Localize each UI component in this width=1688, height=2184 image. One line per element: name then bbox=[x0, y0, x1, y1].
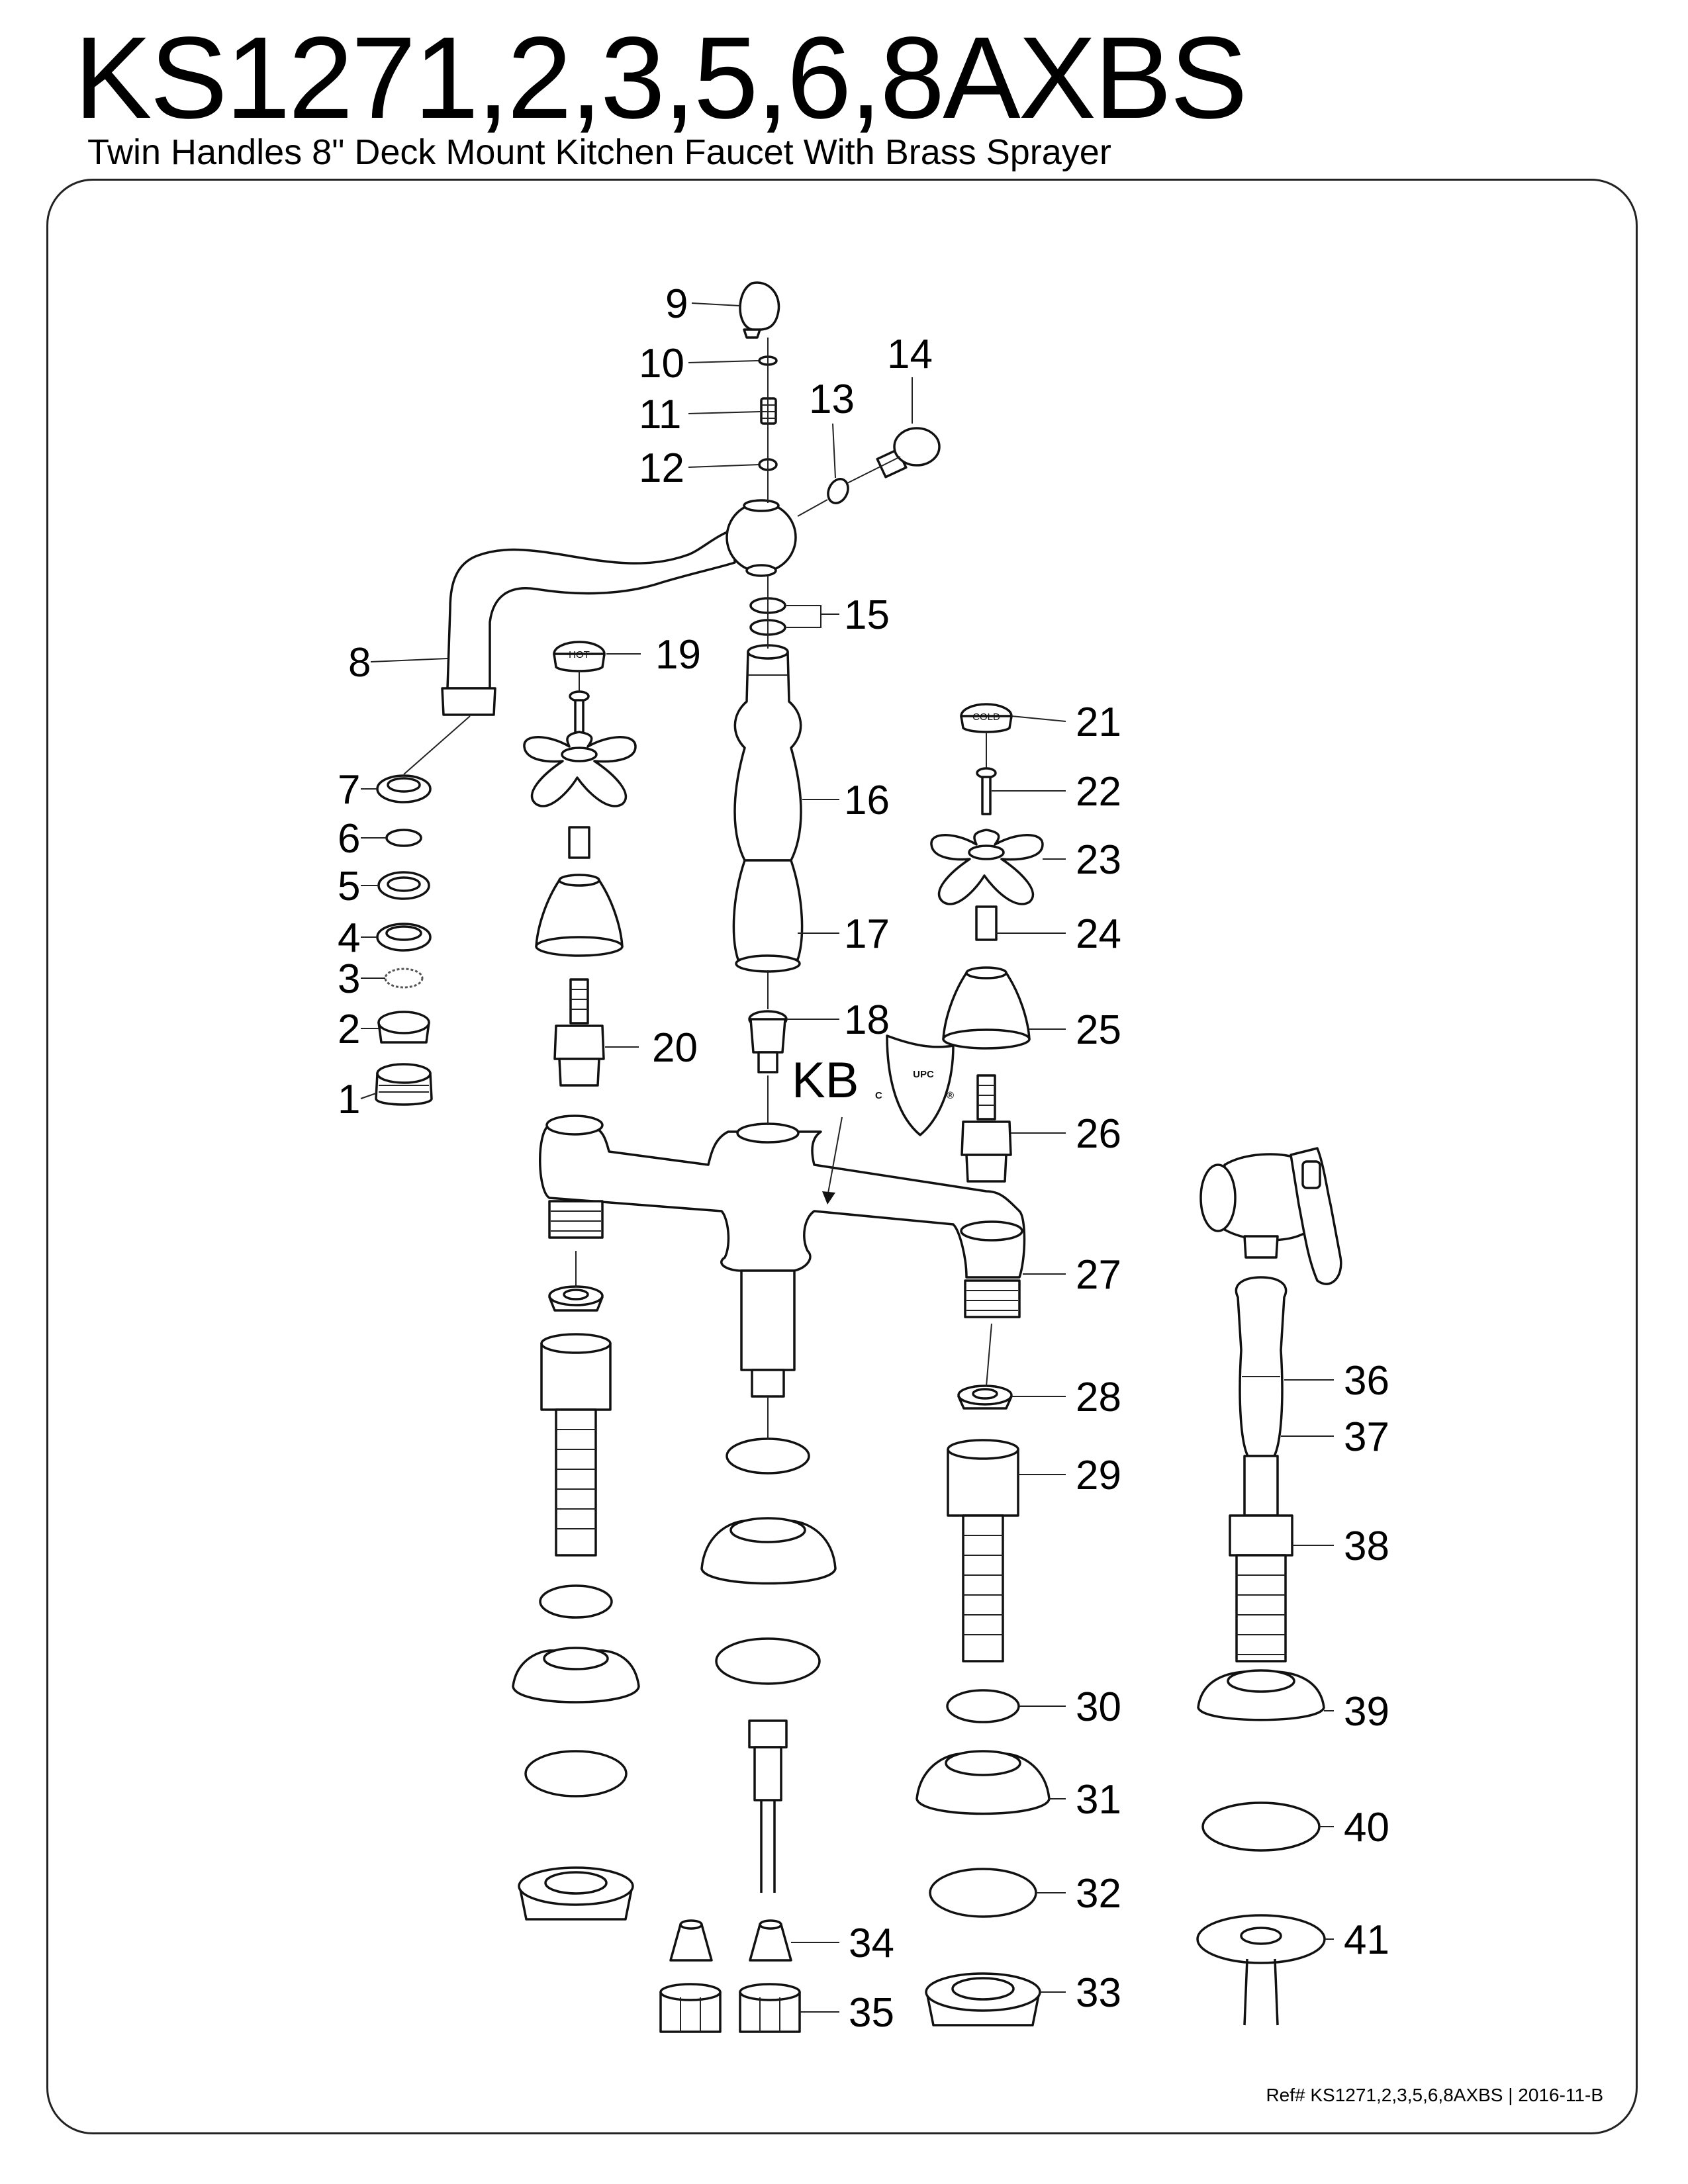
part-label-15: 15 bbox=[844, 592, 890, 638]
spout-riser-part-17 bbox=[733, 860, 802, 972]
part-label-10: 10 bbox=[639, 341, 684, 387]
compression-sleeve-left bbox=[671, 1921, 712, 1960]
escutcheon-center bbox=[702, 1518, 835, 1584]
part-label-35: 35 bbox=[849, 1990, 894, 2036]
compression-sleeve-part-34 bbox=[750, 1921, 791, 1960]
gasket-center bbox=[716, 1639, 820, 1684]
shank-coupling-hot bbox=[541, 1334, 610, 1555]
gooseneck-spout-part-8 bbox=[442, 500, 796, 715]
spout-finial-part-9 bbox=[740, 283, 779, 338]
hot-label: HOT bbox=[569, 649, 590, 660]
part-label-24: 24 bbox=[1076, 911, 1121, 957]
cert-r-text: ® bbox=[947, 1090, 955, 1101]
part-label-37: 37 bbox=[1344, 1414, 1389, 1460]
aerator-ring-part-4 bbox=[377, 924, 430, 950]
o-ring-center bbox=[727, 1439, 809, 1473]
cross-handle-cold-part-23 bbox=[931, 830, 1043, 904]
part-label-23: 23 bbox=[1076, 837, 1121, 883]
part-label-26: 26 bbox=[1076, 1111, 1121, 1157]
alignment-lines bbox=[404, 338, 992, 1439]
part-label-3: 3 bbox=[338, 956, 361, 1002]
bonnet-cap-hot bbox=[536, 875, 622, 956]
washer-part-6 bbox=[387, 830, 421, 846]
part-label-31: 31 bbox=[1076, 1777, 1121, 1823]
spout-riser-part-16 bbox=[735, 645, 801, 860]
part-label-5: 5 bbox=[338, 864, 361, 909]
handle-adapter-part-24 bbox=[976, 907, 996, 940]
aerator-screen-part-3 bbox=[385, 969, 422, 987]
aerator-cage-part-2 bbox=[379, 1012, 429, 1042]
part-label-4: 4 bbox=[338, 915, 361, 961]
part-label-36: 36 bbox=[1344, 1358, 1389, 1404]
mounting-nut-part-33 bbox=[926, 1974, 1040, 2025]
part-label-30: 30 bbox=[1076, 1684, 1121, 1730]
lock-washer-part-28 bbox=[959, 1386, 1011, 1408]
part-number-labels bbox=[338, 281, 1389, 2036]
part-label-18: 18 bbox=[844, 997, 890, 1043]
kb-logo-text: KB bbox=[792, 1052, 859, 1109]
part-label-38: 38 bbox=[1344, 1524, 1389, 1569]
valve-cartridge-hot-part-20 bbox=[555, 979, 604, 1085]
part-label-16: 16 bbox=[844, 778, 890, 823]
part-label-28: 28 bbox=[1076, 1375, 1121, 1420]
shank-coupling-part-29 bbox=[948, 1440, 1018, 1661]
part-label-21: 21 bbox=[1076, 700, 1121, 745]
part-label-7: 7 bbox=[338, 767, 361, 813]
part-label-6: 6 bbox=[338, 816, 361, 862]
faucet-body-part-27 bbox=[540, 1116, 1025, 1396]
sprayer-hose-part-38 bbox=[1230, 1456, 1292, 1661]
part-label-39: 39 bbox=[1344, 1689, 1389, 1735]
sprayer-gasket-part-40 bbox=[1203, 1803, 1319, 1850]
escutcheon-hot bbox=[513, 1648, 639, 1702]
upc-certification-mark bbox=[875, 1036, 954, 1135]
sprayer-handle-part-37 bbox=[1236, 1277, 1286, 1456]
cert-c-text: C bbox=[875, 1090, 882, 1101]
part-label-22: 22 bbox=[1076, 769, 1121, 815]
handle-screw-part-19b bbox=[570, 692, 588, 735]
part-label-2: 2 bbox=[338, 1007, 361, 1052]
sprayer-connector-part-14 bbox=[877, 428, 939, 477]
part-label-19: 19 bbox=[655, 632, 701, 678]
compression-nut-part-35 bbox=[740, 1984, 800, 2032]
part-label-17: 17 bbox=[844, 911, 890, 957]
part-label-40: 40 bbox=[1344, 1805, 1389, 1850]
sprayer-hose-tail bbox=[1244, 1959, 1278, 2025]
side-sprayer-head-part-36 bbox=[1201, 1148, 1341, 1284]
o-ring-part-13 bbox=[824, 476, 851, 506]
part-label-13: 13 bbox=[809, 377, 855, 422]
aerator-housing-part-1 bbox=[376, 1064, 432, 1105]
compression-nut-left bbox=[661, 1984, 720, 2032]
part-label-1: 1 bbox=[338, 1077, 361, 1122]
hot-index-button-part-19 bbox=[554, 642, 604, 671]
part-label-11: 11 bbox=[639, 392, 682, 437]
sprayer-nut-part-41 bbox=[1197, 1915, 1325, 1963]
part-label-29: 29 bbox=[1076, 1453, 1121, 1498]
aerator-ring-part-7 bbox=[377, 776, 430, 802]
cartridge-part-18 bbox=[749, 1011, 786, 1072]
cross-handle-hot bbox=[524, 732, 635, 806]
o-ring-hot bbox=[540, 1586, 612, 1617]
valve-cartridge-cold-part-26 bbox=[962, 1075, 1011, 1181]
supply-tube-center bbox=[749, 1721, 786, 1893]
part-label-41: 41 bbox=[1344, 1917, 1389, 1963]
escutcheon-part-31 bbox=[917, 1751, 1049, 1814]
aerator-insert-part-5 bbox=[379, 872, 429, 899]
cold-label: COLD bbox=[972, 711, 1000, 723]
part-label-33: 33 bbox=[1076, 1970, 1121, 2016]
upc-text: UPC bbox=[913, 1069, 934, 1080]
cold-index-button-part-21 bbox=[961, 704, 1011, 732]
part-label-27: 27 bbox=[1076, 1252, 1121, 1298]
lock-washer-hot bbox=[549, 1287, 602, 1310]
gasket-part-32 bbox=[930, 1869, 1036, 1917]
reference-number: Ref# KS1271,2,3,5,6,8AXBS | 2016-11-B bbox=[1266, 2085, 1603, 2105]
bonnet-cap-cold-part-25 bbox=[943, 968, 1029, 1048]
product-subtitle: Twin Handles 8" Deck Mount Kitchen Faucet With Brass Sprayer bbox=[87, 132, 1111, 172]
part-label-9: 9 bbox=[665, 281, 688, 327]
part-label-14: 14 bbox=[887, 332, 933, 377]
mounting-nut-hot bbox=[519, 1868, 633, 1919]
o-ring-part-30 bbox=[947, 1690, 1019, 1722]
part-label-12: 12 bbox=[639, 445, 684, 491]
handle-adapter-hot bbox=[569, 827, 589, 858]
part-label-20: 20 bbox=[652, 1025, 698, 1071]
gasket-hot bbox=[526, 1751, 626, 1796]
part-label-32: 32 bbox=[1076, 1871, 1121, 1917]
sprayer-base-part-39 bbox=[1198, 1670, 1324, 1720]
part-label-34: 34 bbox=[849, 1921, 894, 1966]
model-number-title: KS1271,2,3,5,6,8AXBS bbox=[74, 13, 1246, 143]
part-label-8: 8 bbox=[348, 640, 371, 686]
part-label-25: 25 bbox=[1076, 1007, 1121, 1053]
